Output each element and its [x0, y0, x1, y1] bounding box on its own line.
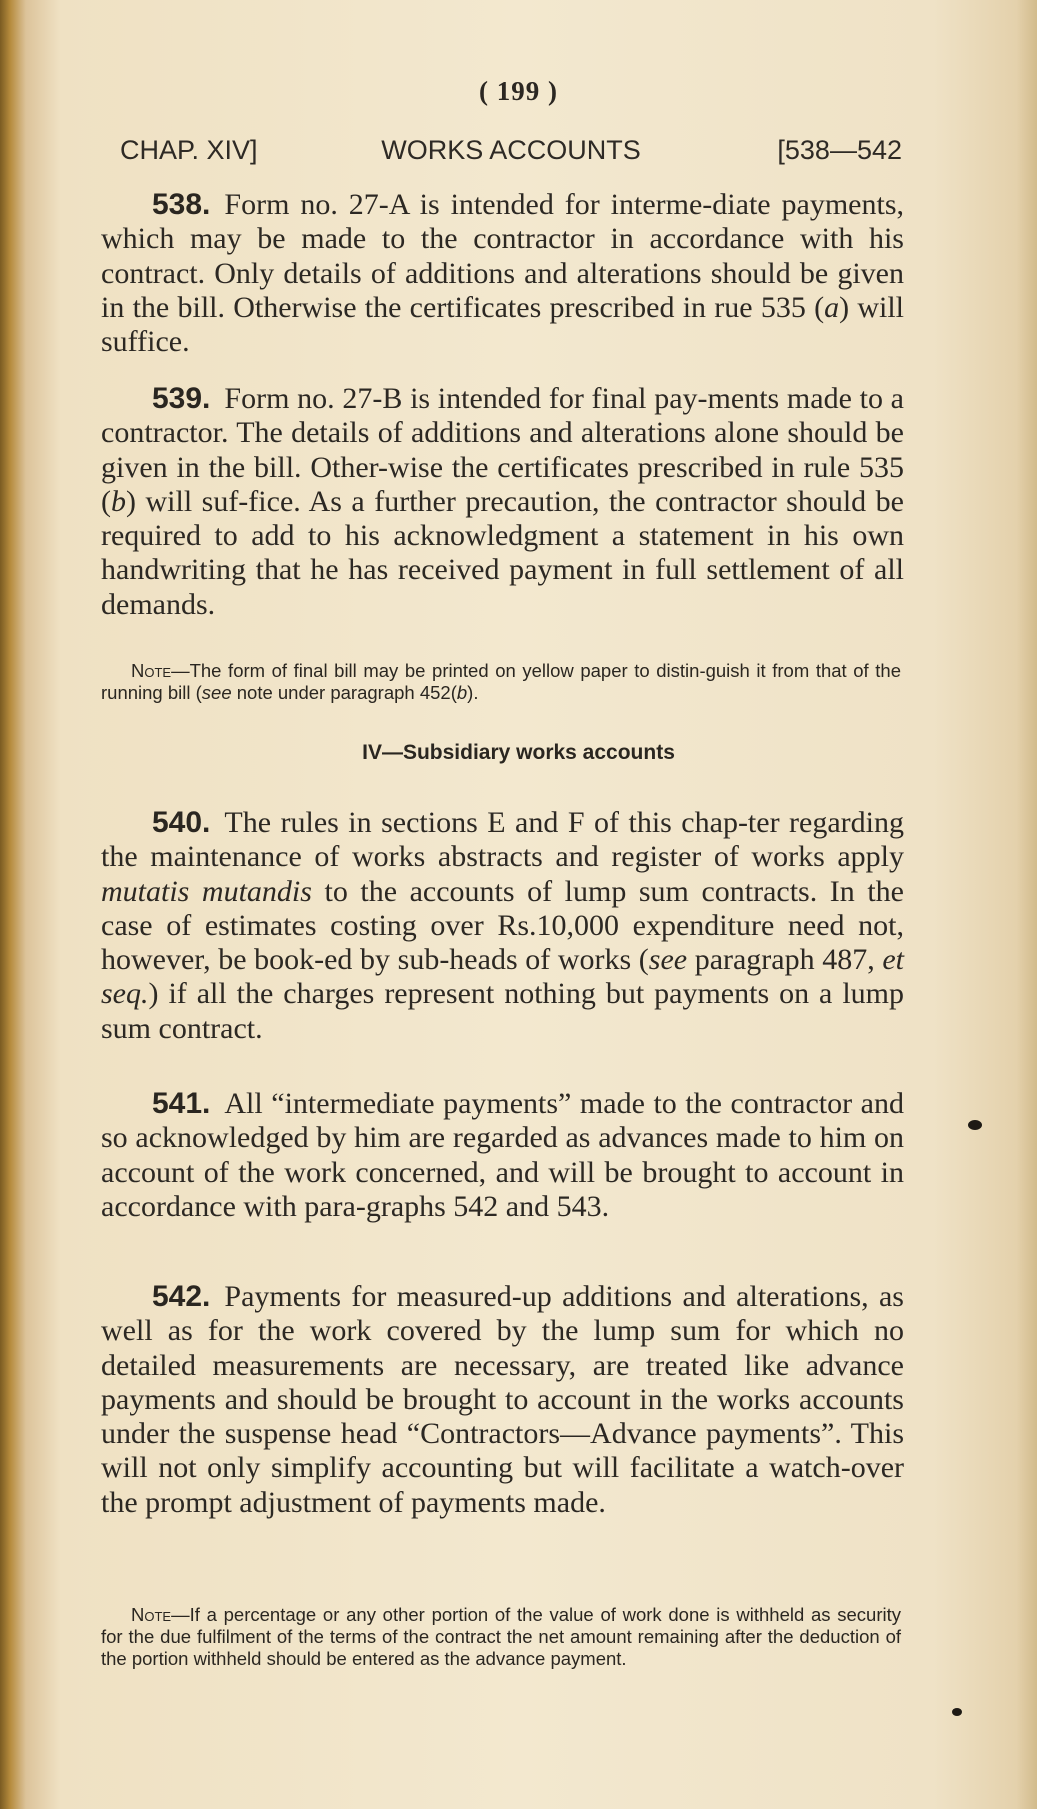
note-label: Note [131, 660, 172, 681]
running-title: WORKS ACCOUNTS [381, 135, 641, 165]
paragraph-text [101, 1280, 904, 1519]
paragraph-text [101, 1087, 904, 1223]
text-run: —If a percentage or any other portion of the value of work done is withheld as security for the due fulfilment of the terms of the contract the net amount remaining after the deduction of the portion withheld should be entered as the advance payment. [101, 1604, 901, 1669]
text-run: paragraph 487, [687, 943, 883, 977]
text-run: —The form of final bill may be printed on yellow paper to distin-guish it from that of the running bill ( [101, 660, 901, 703]
paragraph-text [101, 382, 904, 621]
note-security-deduction [101, 1604, 901, 1670]
text-run: ) will suffice. [101, 290, 904, 359]
ink-blot [952, 1708, 962, 1716]
paragraph-number: 538. [152, 188, 211, 221]
ink-blot [968, 1120, 982, 1130]
italic-text: mutatis mutandis [101, 874, 312, 908]
paragraph-text [101, 806, 904, 1045]
paragraph-538 [101, 188, 904, 359]
paragraph-number: 539. [152, 382, 211, 415]
paragraph-542 [101, 1280, 904, 1520]
paragraph-text [101, 188, 904, 358]
text-run: ). [467, 682, 479, 703]
paragraph-541 [101, 1087, 904, 1224]
note-text [101, 660, 901, 703]
paragraph-540 [101, 806, 904, 1046]
italic-text: b [111, 484, 126, 518]
italic-text: a [824, 290, 840, 324]
note-label: Note [131, 1604, 172, 1625]
italic-text: see [201, 682, 232, 703]
text-run: note under paragraph 452( [231, 682, 457, 703]
page-number: ( 199 ) [479, 76, 558, 106]
paragraph-range: [538—542 [777, 135, 902, 165]
italic-text: see [648, 943, 688, 977]
text-run: to the accounts of lump sum contracts. In the case of estimates costing over Rs.10,000 expenditure need not, however, be book-ed by sub-heads of works ( [101, 874, 904, 977]
text-run: Form no. 27-B is intended for final pay-ments made to a contractor. The details of additions and alterations alone should be given in the bill. Other-wise the certificates prescribed in rule 535 ( [101, 382, 904, 518]
section-heading: IV—Subsidiary works accounts [362, 741, 675, 764]
paragraph-number: 541. [152, 1087, 211, 1120]
text-run: Form no. 27-A is intended for interme-diate payments, which may be made to the contractor in accordance with his contract. Only details of additions and alterations should be given in the bill. Otherwise the certificates prescribed in rue 535 ( [101, 188, 904, 324]
chapter-label: CHAP. XIV] [120, 135, 258, 165]
text-run: All “intermediate payments” made to the contractor and so acknowledged by him are regarded as advances made to him on account of the work concerned, and will be brought to account in accordance with para-graphs 542 and 543. [101, 1087, 904, 1223]
text-run: ) will suf-fice. As a further precaution, the contractor should be required to add to his acknowledgment a statement in his own handwriting that he has received payment in full settlement of all demands. [101, 484, 904, 621]
text-run: Payments for measured-up additions and alterations, as well as for the work covered by the lump sum for which no detailed measurements are necessary, are treated like advance payments and should be brought to account in the works accounts under the suspense head “Contractors—Advance payments”. This will not only simplify accounting but will facilitate a watch-over the prompt adjustment of payments made. [101, 1280, 904, 1519]
italic-text: et seq. [101, 943, 904, 1011]
text-run: ) if all the charges represent nothing but payments on a lump sum contract. [101, 977, 904, 1045]
note-final-bill [101, 660, 901, 704]
paragraph-number: 540. [152, 806, 211, 839]
paragraph-number: 542. [152, 1280, 211, 1313]
text-run: The rules in sections E and F of this chap-ter regarding the maintenance of works abstracts and register of works apply [101, 806, 904, 874]
italic-text: b [456, 682, 468, 703]
paragraph-539 [101, 382, 904, 622]
note-text [101, 1604, 901, 1669]
